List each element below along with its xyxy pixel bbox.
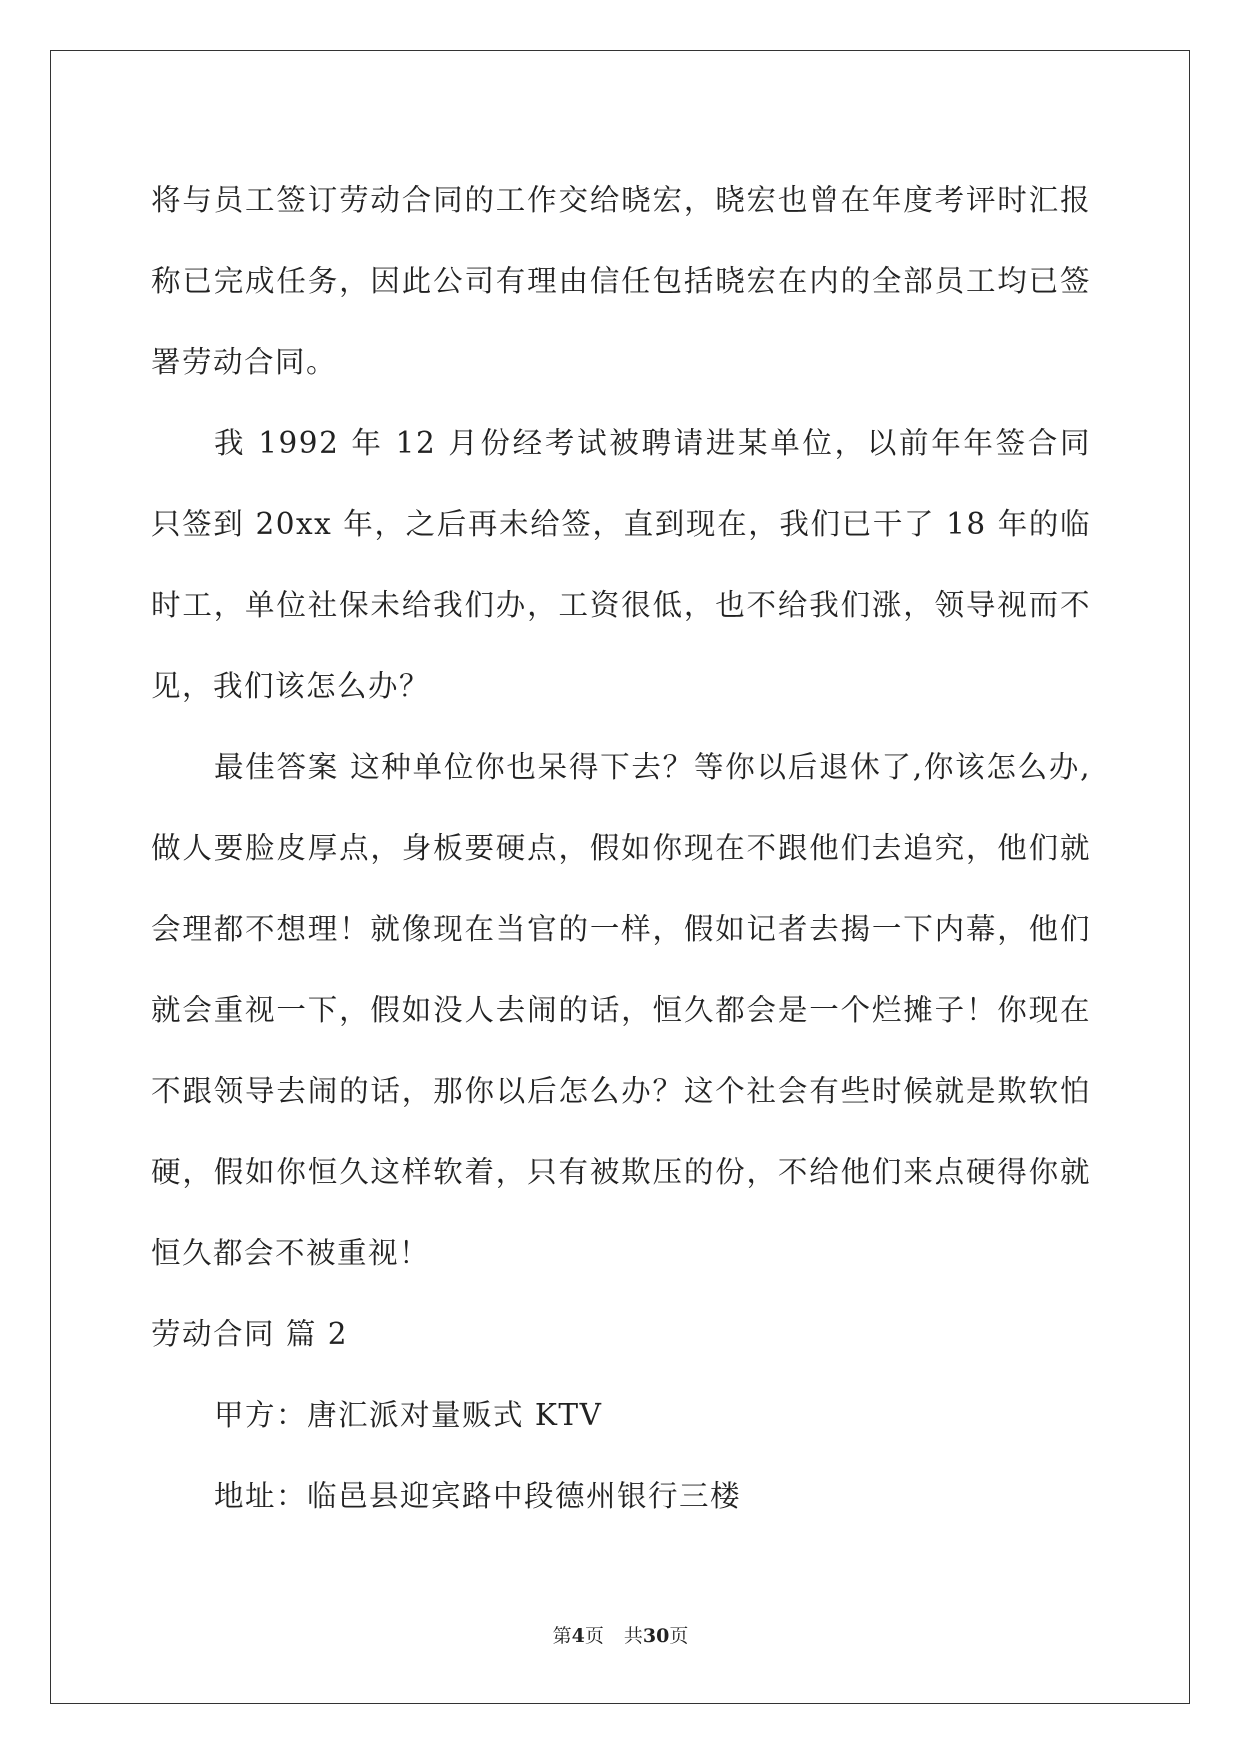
document-body — [151, 160, 1091, 1537]
footer-total-prefix: 共 — [623, 1625, 643, 1647]
paragraph-2: 我 1992 年 12 月份经考试被聘请进某单位，以前年年签合同只签到 20xx 年，之后再未给签，直到现在，我们已干了 18 年的临时工，单位社保未给我们办，工资很低，也不给我们涨，领导视而不见，我们该怎么办？ — [151, 426, 1091, 703]
section-heading: 劳动合同 篇 2 — [151, 1317, 349, 1351]
footer-page-number: 4 — [571, 1625, 585, 1647]
paragraph-1: 将与员工签订劳动合同的工作交给晓宏，晓宏也曾在年度考评时汇报称已完成任务，因此公司有理由信任包括晓宏在内的全部员工均已签署劳动合同。 — [151, 183, 1091, 379]
address-line: 地址：临邑县迎宾路中段德州银行三楼 — [214, 1479, 742, 1513]
footer-total-unit: 页 — [669, 1625, 689, 1647]
footer-total-pages: 30 — [642, 1625, 670, 1647]
footer-page-unit: 页 — [584, 1625, 604, 1647]
footer-page-prefix: 第 — [552, 1625, 572, 1647]
party-a-line: 甲方：唐汇派对量贩式 KTV — [214, 1398, 603, 1432]
page-footer — [0, 1621, 1241, 1648]
paragraph-3: 最佳答案 这种单位你也呆得下去？等你以后退休了,你该怎么办,做人要脸皮厚点，身板要硬点，假如你现在不跟他们去追究，他们就会理都不想理！就像现在当官的一样，假如记者去揭一下内幕，他们就会重视一下，假如没人去闹的话，恒久都会是一个烂摊子！你现在不跟领导去闹的话，那你以后怎么办？这个社会有些时候就是欺软怕硬，假如你恒久这样软着，只有被欺压的份，不给他们来点硬得你就恒久都会不被重视！ — [151, 750, 1091, 1270]
